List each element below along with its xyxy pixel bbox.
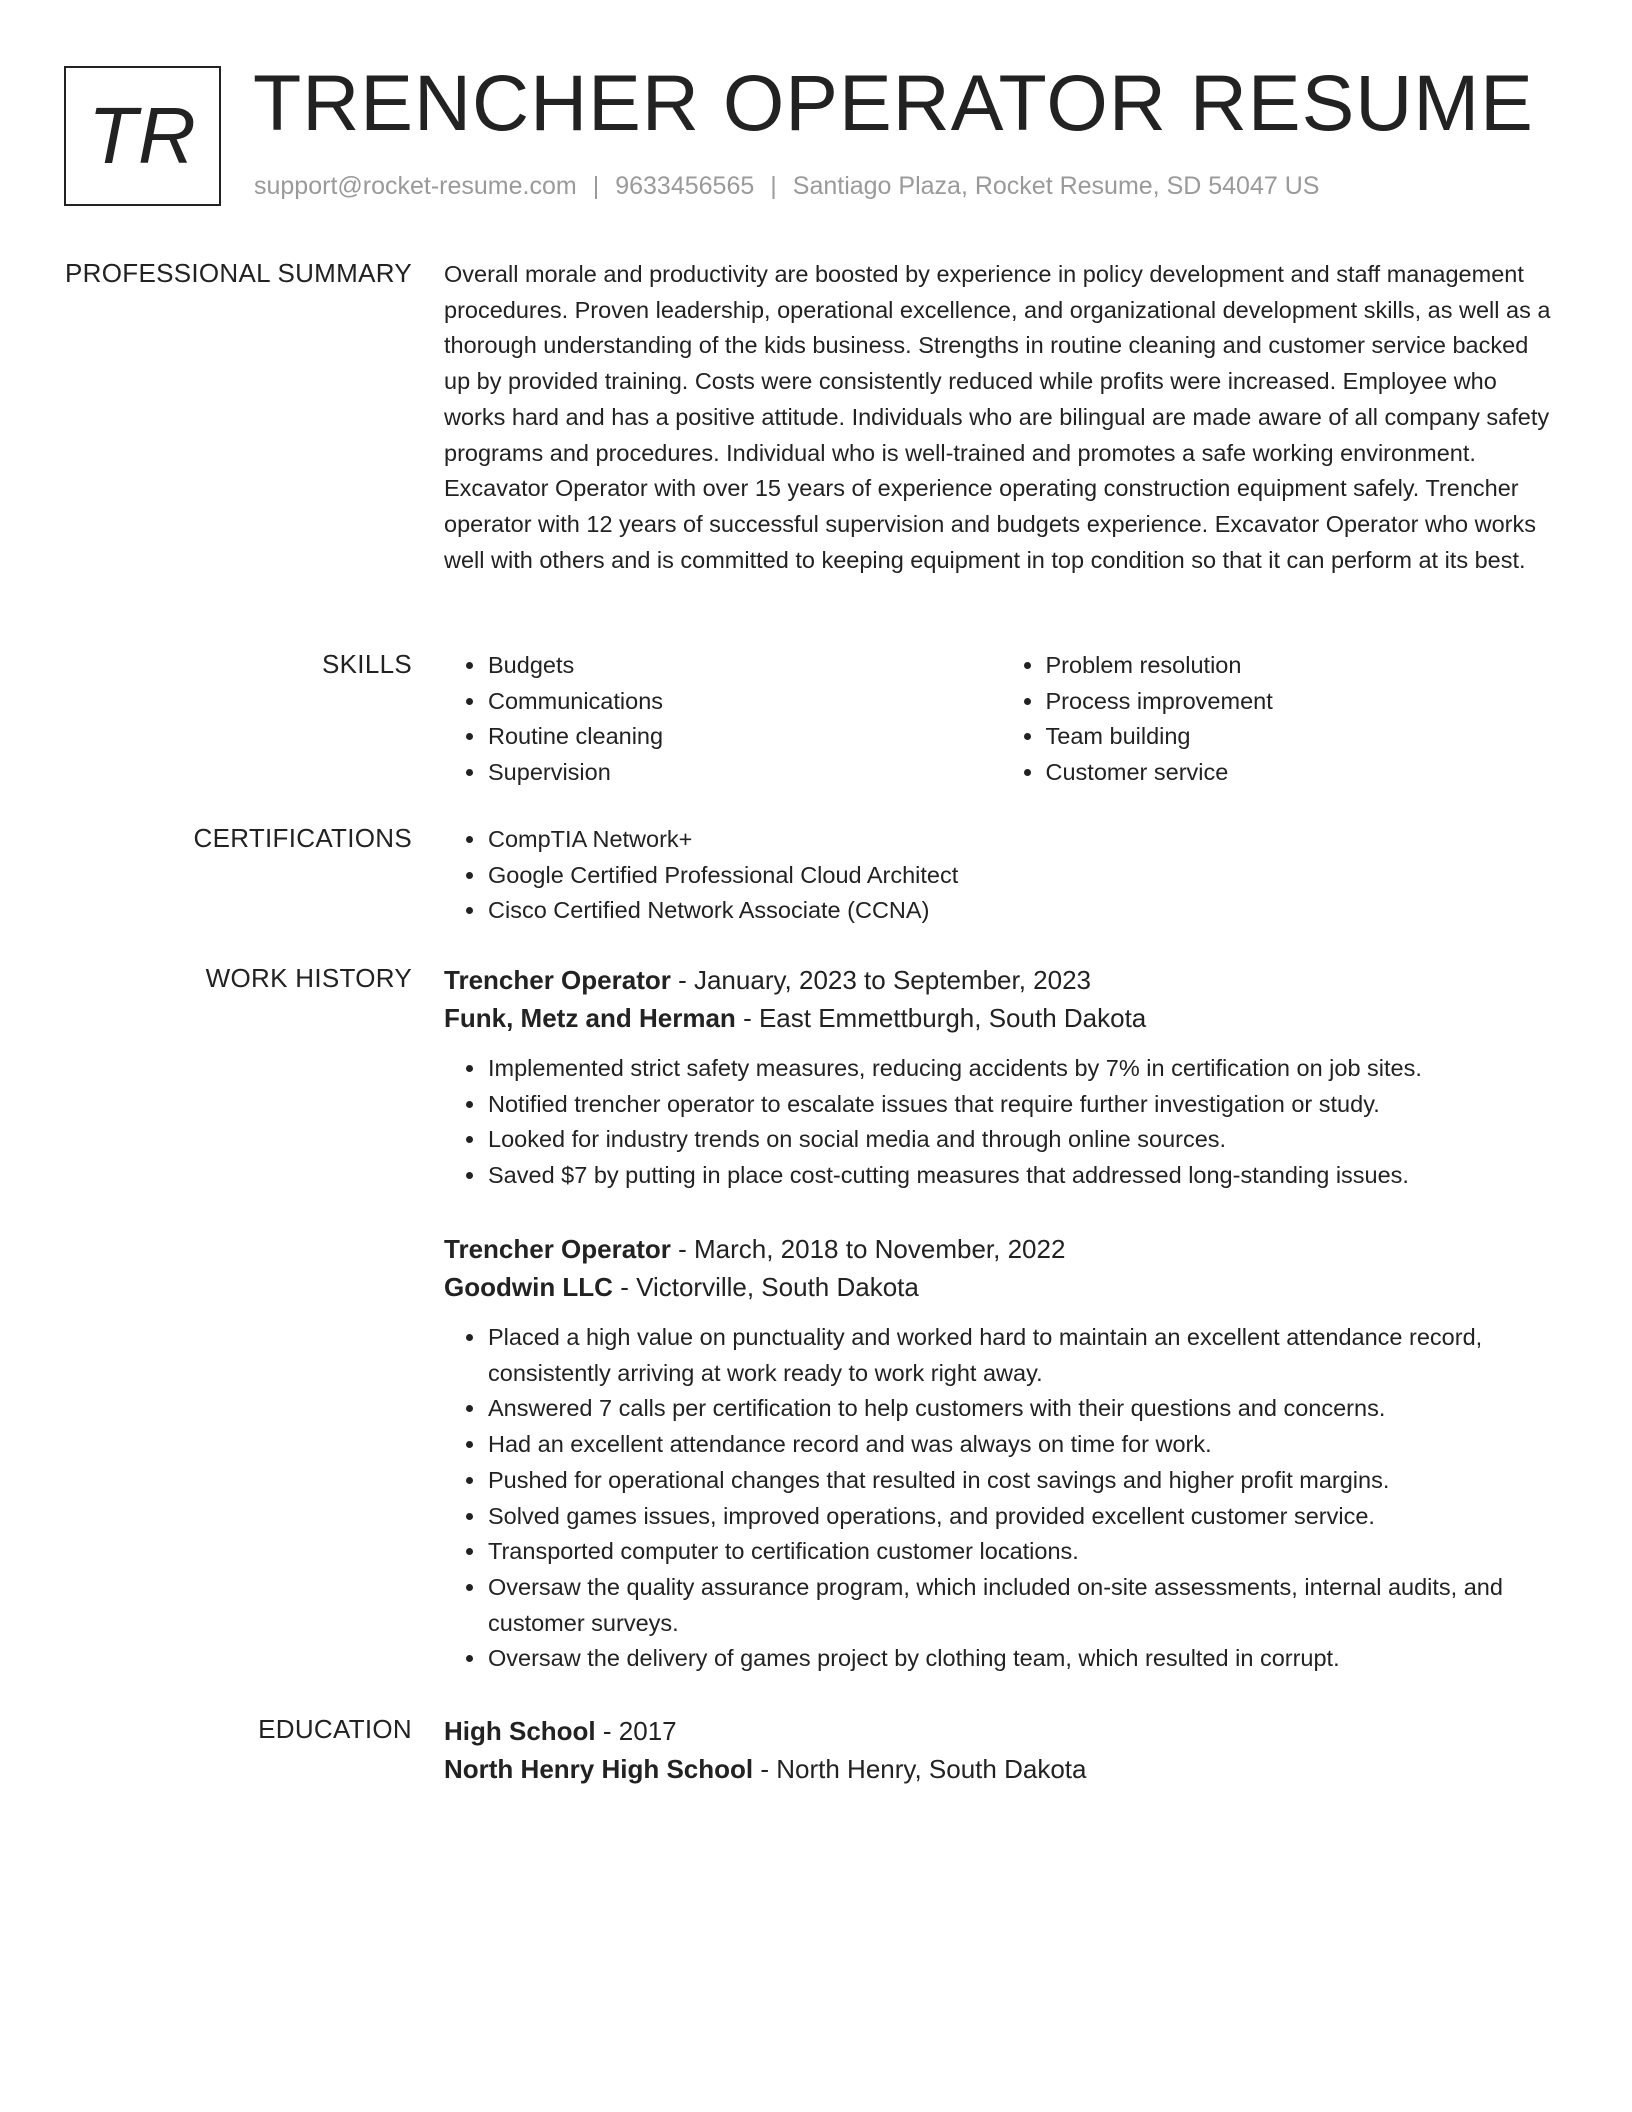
job-title: Trencher Operator — [444, 965, 671, 995]
education-degree-line — [444, 1712, 1559, 1750]
skill-item: • Problem resolution — [1045, 648, 1560, 684]
contact-address: Santiago Plaza, Rocket Resume, SD 54047 US — [792, 172, 1320, 200]
education-location: - North Henry, South Dakota — [760, 1754, 1087, 1784]
job-bullet: • Had an excellent attendance record and was always on time for work. — [487, 1427, 1559, 1463]
summary-body — [444, 257, 1559, 578]
job-bullet: • Oversaw the delivery of games project by clothing team, which resulted in corrupt. — [487, 1641, 1559, 1677]
education-label: EDUCATION — [258, 1714, 412, 1744]
job-bullet: • Implemented strict safety measures, reducing accidents by 7% in certification on job sites. — [487, 1051, 1559, 1087]
job-entry — [444, 1230, 1559, 1677]
monogram-logo — [64, 66, 221, 206]
contact-line — [254, 172, 1319, 201]
job-bullet: • Transported computer to certification customer locations. — [487, 1534, 1559, 1570]
skill-item: • Customer service — [1045, 755, 1560, 791]
summary-text: Overall morale and productivity are boosted by experience in policy development and staff management procedures. Proven leadership, operational excellence, and organizational development skills, as well as a thorough understanding of the kids business. Strengths in routine cleaning and customer service backed up by provided training. Costs were consistently reduced while profits were increased. Employee who works hard and has a positive attitude. Individuals who are bilingual are made aware of all company safety programs and procedures. Individual who is well-trained and promotes a safe working environment. Excavator Operator with over 15 years of experience operating construction equipment safely. Trencher operator with 12 years of successful supervision and budgets experience. Excavator Operator who works well with others and is committed to keeping equipment in top condition so that it can perform at its best. — [444, 261, 1551, 573]
skill-item: • Supervision — [487, 755, 1002, 791]
job-bullet: • Placed a high value on punctuality and worked hard to maintain an excellent attendance record, consistently arriving at work ready to work right away. — [487, 1320, 1559, 1391]
skill-item: • Team building — [1045, 719, 1560, 755]
work-history-body — [444, 1230, 1559, 1677]
job-location: - East Emmettburgh, South Dakota — [743, 1003, 1147, 1033]
contact-separator: | — [592, 172, 600, 200]
certifications-body — [444, 822, 1559, 929]
job-company: Funk, Metz and Herman — [444, 1003, 736, 1033]
certification-item: • Cisco Certified Network Associate (CCNA) — [487, 893, 1559, 929]
job-bullets — [444, 1320, 1559, 1677]
job-title-line — [444, 1230, 1559, 1268]
job-dates: - March, 2018 to November, 2022 — [678, 1234, 1066, 1264]
work-history-label: WORK HISTORY — [205, 963, 412, 993]
certification-item: • CompTIA Network+ — [487, 822, 1559, 858]
education-body — [444, 1712, 1559, 1788]
job-title-line — [444, 961, 1559, 999]
skills-list-right — [1002, 648, 1560, 791]
job-dates: - January, 2023 to September, 2023 — [678, 965, 1091, 995]
job-company-line — [444, 999, 1559, 1037]
contact-phone: 9633456565 — [615, 172, 755, 200]
job-location: - Victorville, South Dakota — [620, 1272, 919, 1302]
job-bullet: • Solved games issues, improved operations, and provided excellent customer service. — [487, 1499, 1559, 1535]
job-bullet: • Saved $7 by putting in place cost-cutting measures that addressed long-standing issues. — [487, 1158, 1559, 1194]
skill-item: • Communications — [487, 684, 1002, 720]
job-bullet: • Pushed for operational changes that resulted in cost savings and higher profit margins. — [487, 1463, 1559, 1499]
job-bullets — [444, 1051, 1559, 1194]
job-entry — [444, 961, 1559, 1194]
job-company: Goodwin LLC — [444, 1272, 613, 1302]
contact-email: support@rocket-resume.com — [254, 172, 577, 200]
resume-title: TRENCHER OPERATOR RESUME — [253, 58, 1534, 147]
job-bullet: • Notified trencher operator to escalate issues that require further investigation or study. — [487, 1087, 1559, 1123]
education-school-line — [444, 1750, 1559, 1788]
contact-separator: | — [770, 172, 777, 200]
education-year: - 2017 — [602, 1716, 677, 1746]
summary-label: PROFESSIONAL SUMMARY — [65, 258, 412, 288]
skills-label: SKILLS — [322, 649, 412, 679]
skills-grid — [444, 648, 1559, 791]
certification-item: • Google Certified Professional Cloud Architect — [487, 858, 1559, 894]
job-company-line — [444, 1268, 1559, 1306]
job-bullet: • Answered 7 calls per certification to help customers with their questions and concerns. — [487, 1391, 1559, 1427]
skills-body — [444, 648, 1559, 791]
monogram-text: TR — [88, 91, 197, 180]
education-degree: High School — [444, 1716, 596, 1746]
skills-list-left — [444, 648, 1002, 791]
certifications-list — [444, 822, 1559, 929]
certifications-label: CERTIFICATIONS — [193, 823, 412, 853]
work-history-body — [444, 961, 1559, 1194]
skill-item: • Process improvement — [1045, 684, 1560, 720]
job-title: Trencher Operator — [444, 1234, 671, 1264]
job-bullet: • Oversaw the quality assurance program, which included on-site assessments, internal audits, and customer surveys. — [487, 1570, 1559, 1641]
skill-item: • Budgets — [487, 648, 1002, 684]
skill-item: • Routine cleaning — [487, 719, 1002, 755]
education-school: North Henry High School — [444, 1754, 754, 1784]
job-bullet: • Looked for industry trends on social media and through online sources. — [487, 1122, 1559, 1158]
